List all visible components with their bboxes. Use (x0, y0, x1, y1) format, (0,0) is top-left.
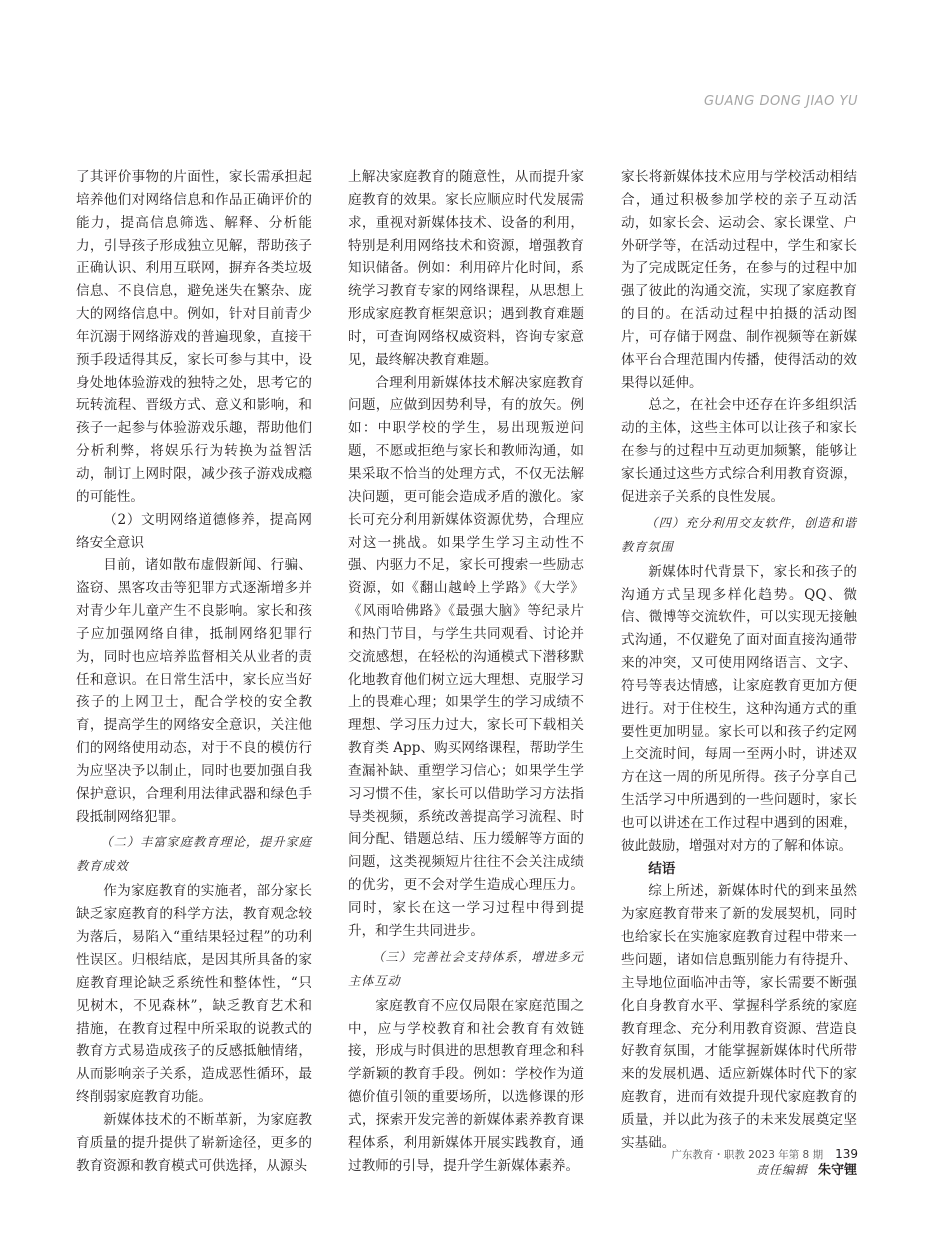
subsection-heading: （二）丰富家庭教育理论，提升家庭教育成效 (76, 835, 312, 874)
page-number: 139 (835, 1147, 858, 1161)
paragraph: 家庭教育不应仅局限在家庭范围之中，应与学校教育和社会教育有效链接，形成与时俱进的思想教育理念和科学新颖的教育手段。例如：学校作为道德价值引领的重要场所，以选修课的形式，探索开发完善的新媒体素养教育课程体系，利用新媒体开展实践教育，通过教师的引导，提升学生新媒体素养。 (348, 997, 584, 1174)
paragraph: 上解决家庭教育的随意性，从而提升家庭教育的效果。家长应顺应时代发展需求，重视对新媒体技术、设备的利用，特别是利用网络技术和资源，增强教育知识储备。例如：利用碎片化时间，系统学习教育专家的网络课程，从思想上形成家庭教育框架意识；遇到教育难题时，可查询网络权威资料，咨询专家意见，最终解决教育难题。 (348, 169, 584, 368)
paragraph: 新媒体技术的不断革新，为家庭教育质量的提升提供了崭新途径，更多的教育资源和教育模式可供选择，从源头 (76, 1111, 312, 1174)
paragraph: 合理利用新媒体技术解决家庭教育问题，应做到因势利导，有的放矢。例如：中职学校的学生，易出现叛逆问题，不愿或拒绝与家长和教师沟通，如果采取不恰当的处理方式，不仅无法解决问题，更可能会造成矛盾的激化。家长可充分利用新媒体资源优势，合理应对这一挑战。如果学生学习主动性不强、内驱力不足，家长可搜索一些励志资源，如《翻山越岭上学路》《大学》《风雨哈佛路》《最强大脑》等纪录片和热门节目，与学生共同观看、讨论并交流感想，在轻松的沟通模式下潜移默化地教育他们树立远大理想、克服学习上的畏难心理；如果学生的学习成绩不理想、学习压力过大，家长可下载相关教育类 App、购买网络课程，帮助学生查漏补缺、重塑学习信心；如果学生学习习惯不佳，家长可以借助学习方法指导类视频，系统改善提高学习流程、时间分配、错题总结、压力缓解等方面的问题，这类视频短片往往不会关注成绩的优劣，更不会对学生造成心理压力。同时，家长在这一学习过程中得到提升，和学生共同进步。 (348, 374, 584, 939)
editor-credit (621, 1159, 857, 1183)
editor-name: 朱守锂 (817, 1162, 857, 1178)
running-head: GUANG DONG JIAO YU (704, 94, 858, 109)
paragraph: 了其评价事物的片面性，家长需承担起培养他们对网络信息和作品正确评价的能力，提高信息筛选、解释、分析能力，引导孩子形成独立见解，帮助孩子正确认识、利用互联网，摒弃各类垃圾信息、不良信息，避免迷失在繁杂、庞大的网络信息中。例如，针对目前青少年沉溺于网络游戏的普遍现象，直接干预手段适得其反，家长可参与其中，设身处地体验游戏的独特之处，思考它的玩转流程、晋级方式、意义和影响，和孩子一起参与体验游戏乐趣，帮助他们分析利弊，将娱乐行为转换为益智活动，制订上网时限，减少孩子游戏成瘾的可能性。 (76, 169, 312, 505)
paragraph: 总之，在社会中还存在许多组织活动的主体，这些主体可以让孩子和家长在参与的过程中互动更加频繁，能够让家长通过这些方式综合利用教育资源，促进亲子关系的良性发展。 (621, 397, 857, 505)
section-heading: （2）文明网络道德修养，提高网络安全意识 (76, 511, 312, 551)
text-column-1 (76, 166, 312, 1177)
subsection-heading: （四）充分利用交友软件，创造和谐教育氛围 (621, 515, 857, 554)
paragraph: 新媒体时代背景下，家长和孩子的沟通方式呈现多样化趋势。QQ、微信、微博等交流软件，可以实现无接触式沟通，不仅避免了面对面直接沟通带来的冲突，又可使用网络语言、文字、符号等表达情感，让家庭教育更加方便进行。对于住校生，这种沟通方式的重要性更加明显。家长可以和孩子约定网上交流时间，每周一至两小时，讲述双方在这一周的所见所得。孩子分享自己生活学习中所遇到的一些问题时，家长也可以讲述在工作过程中遇到的困难，彼此鼓励，增强对对方的了解和体谅。 (621, 563, 857, 854)
conclusion-heading: 结语 (648, 860, 676, 877)
text-column-2 (348, 166, 584, 1177)
subsection-heading: （三）完善社会支持体系，增进多元主体互动 (348, 949, 584, 988)
paragraph: 作为家庭教育的实施者，部分家长缺乏家庭教育的科学方法，教育观念较为落后，易陷入“重结果轻过程”的功利性误区。归根结底，是因其所具备的家庭教育理论缺乏系统性和整体性，“只见树木，不见森林”，缺乏教育艺术和措施，在教育过程中所采取的说教式的教育方式易造成孩子的反感抵触情绪，从而影响亲子关系，造成恶性循环，最终削弱家庭教育功能。 (76, 883, 312, 1106)
journal-issue: 广东教育・职教 2023 年第 8 期 (671, 1149, 824, 1161)
editor-label: 责任编辑 (755, 1162, 808, 1177)
text-column-3 (621, 166, 857, 1182)
paragraph: 家长将新媒体技术应用与学校活动相结合，通过积极参加学校的亲子互动活动，如家长会、运动会、家长课堂、户外研学等，在活动过程中，学生和家长为了完成既定任务，在参与的过程中加强了彼此的沟通交流，实现了家庭教育的目的。在活动过程中拍摄的活动图片，可存储于网盘、制作视频等在新媒体平台合理范围内传播，使得活动的效果得以延伸。 (621, 169, 857, 391)
paragraph: 综上所述，新媒体时代的到来虽然为家庭教育带来了新的发展契机，同时也给家长在实施家庭教育过程中带来一些问题，诸如信息甄别能力有待提升、主导地位面临冲击等，家长需要不断强化自身教育水平、掌握科学系统的家庭教育理念、充分利用教育资源、营造良好教育氛围，才能掌握新媒体时代所带来的发展机遇、适应新媒体时代下的家庭教育，进而有效提升现代家庭教育的质量，并以此为孩子的未来发展奠定坚实基础。 (621, 883, 857, 1151)
page-footer (671, 1147, 858, 1162)
paragraph: 目前，诸如散布虚假新闻、行骗、盗窃、黑客攻击等犯罪方式逐渐增多并对青少年儿童产生不良影响。家长和孩子应加强网络自律，抵制网络犯罪行为，同时也应培养监督相关从业者的责任和意识。在日常生活中，家长应当好孩子的上网卫士，配合学校的安全教育，提高学生的网络安全意识，关注他们的网络使用动态，对于不良的模仿行为应坚决予以制止，同时也要加强自我保护意识，合理利用法律武器和绿色手段抵制网络犯罪。 (76, 557, 312, 825)
